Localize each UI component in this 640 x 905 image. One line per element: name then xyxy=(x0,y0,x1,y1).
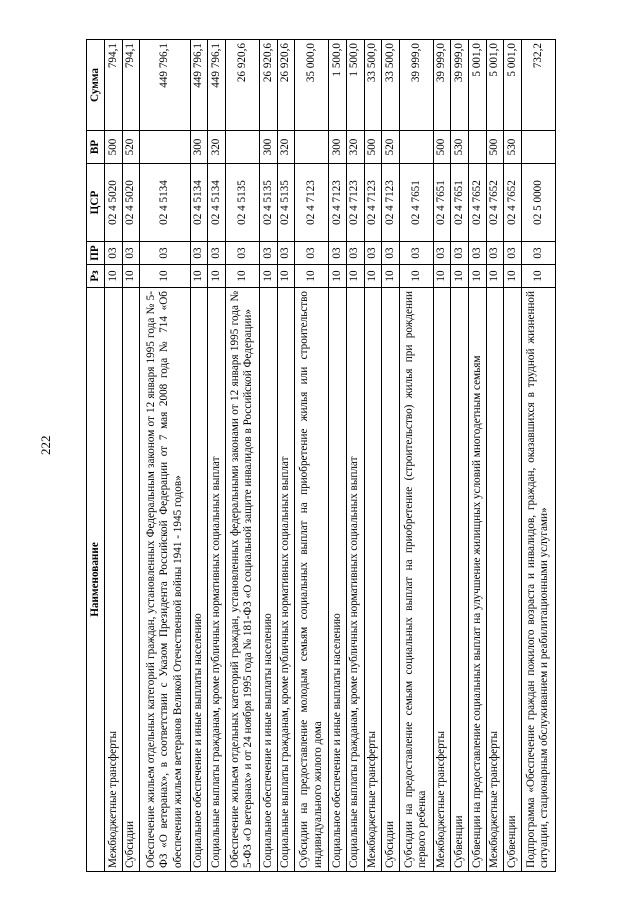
cell-sum: 1 500,0 xyxy=(346,40,364,131)
table-header-row xyxy=(87,40,105,872)
cell-vr xyxy=(295,131,329,164)
cell-pr: 03 xyxy=(329,242,347,265)
cell-rz: 10 xyxy=(122,265,140,288)
cell-name: Межбюджетные трансферты xyxy=(364,288,382,872)
table-row xyxy=(225,40,259,872)
header-vr: ВР xyxy=(87,131,105,164)
cell-sum: 39 999,0 xyxy=(433,40,451,131)
cell-pr: 03 xyxy=(105,242,123,265)
cell-rz: 10 xyxy=(469,265,487,288)
table-row xyxy=(208,40,226,872)
table-row xyxy=(469,40,487,872)
cell-sum: 26 920,6 xyxy=(277,40,295,131)
cell-name: Межбюджетные трансферты xyxy=(433,288,451,872)
cell-pr: 03 xyxy=(140,242,190,265)
cell-csr: 02 4 5134 xyxy=(190,164,208,242)
cell-name: Социальное обеспечение и иные выплаты населению xyxy=(190,288,208,872)
cell-rz: 10 xyxy=(329,265,347,288)
cell-csr: 02 4 5135 xyxy=(259,164,277,242)
cell-name: Подпрограмма «Обеспечение граждан пожилого возраста и инвалидов, граждан, оказавшихся в трудной жизненной ситуации, стационарным обслуживанием и реабилитационными услугами» xyxy=(521,288,555,872)
table-row xyxy=(259,40,277,872)
table-row xyxy=(521,40,555,872)
table-body xyxy=(105,40,556,872)
table-row xyxy=(105,40,123,872)
rotated-table-container xyxy=(86,40,556,872)
table-row xyxy=(346,40,364,872)
cell-sum: 26 920,6 xyxy=(259,40,277,131)
table-row xyxy=(329,40,347,872)
cell-csr: 02 4 5020 xyxy=(122,164,140,242)
cell-vr: 500 xyxy=(433,131,451,164)
cell-pr: 03 xyxy=(225,242,259,265)
cell-sum: 33 500,0 xyxy=(364,40,382,131)
cell-pr: 03 xyxy=(190,242,208,265)
cell-vr: 530 xyxy=(451,131,469,164)
cell-pr: 03 xyxy=(259,242,277,265)
cell-vr xyxy=(469,131,487,164)
cell-rz: 10 xyxy=(364,265,382,288)
cell-sum: 5 001,0 xyxy=(504,40,522,131)
cell-pr: 03 xyxy=(364,242,382,265)
cell-csr: 02 4 7123 xyxy=(382,164,400,242)
cell-rz: 10 xyxy=(382,265,400,288)
cell-name: Социальные выплаты гражданам, кроме публичных нормативных социальных выплат xyxy=(208,288,226,872)
cell-name: Субвенции xyxy=(504,288,522,872)
header-rz: Рз xyxy=(87,265,105,288)
cell-name: Субвенции на предоставление социальных выплат на улучшение жилищных условий многодетным семьям xyxy=(469,288,487,872)
cell-sum: 33 500,0 xyxy=(382,40,400,131)
table-row xyxy=(140,40,190,872)
cell-vr: 500 xyxy=(105,131,123,164)
cell-vr: 530 xyxy=(504,131,522,164)
cell-sum: 1 500,0 xyxy=(329,40,347,131)
cell-rz: 10 xyxy=(225,265,259,288)
cell-sum: 449 796,1 xyxy=(190,40,208,131)
cell-vr: 300 xyxy=(190,131,208,164)
cell-sum: 39 999,0 xyxy=(399,40,433,131)
cell-pr: 03 xyxy=(504,242,522,265)
cell-pr: 03 xyxy=(451,242,469,265)
cell-csr: 02 4 7123 xyxy=(295,164,329,242)
cell-vr xyxy=(521,131,555,164)
cell-sum: 5 001,0 xyxy=(469,40,487,131)
cell-pr: 03 xyxy=(346,242,364,265)
table-row xyxy=(486,40,504,872)
cell-pr: 03 xyxy=(521,242,555,265)
cell-name: Социальное обеспечение и иные выплаты населению xyxy=(329,288,347,872)
cell-rz: 10 xyxy=(190,265,208,288)
cell-csr: 02 4 5020 xyxy=(105,164,123,242)
cell-pr: 03 xyxy=(399,242,433,265)
cell-name: Межбюджетные трансферты xyxy=(486,288,504,872)
cell-vr: 320 xyxy=(208,131,226,164)
header-csr: ЦСР xyxy=(87,164,105,242)
cell-vr: 520 xyxy=(122,131,140,164)
table-row xyxy=(295,40,329,872)
cell-vr xyxy=(399,131,433,164)
cell-vr: 520 xyxy=(382,131,400,164)
header-name: Наименование xyxy=(87,288,105,872)
cell-csr: 02 4 7652 xyxy=(469,164,487,242)
cell-rz: 10 xyxy=(433,265,451,288)
cell-rz: 10 xyxy=(259,265,277,288)
cell-csr: 02 4 5135 xyxy=(225,164,259,242)
cell-sum: 732,2 xyxy=(521,40,555,131)
header-sum: Сумма xyxy=(87,40,105,131)
cell-sum: 5 001,0 xyxy=(486,40,504,131)
table-row xyxy=(364,40,382,872)
cell-sum: 35 000,0 xyxy=(295,40,329,131)
cell-pr: 03 xyxy=(277,242,295,265)
cell-name: Обеспечение жильем отдельных категорий граждан, установленных Федеральным законом от 12 января 1995 года № 5-ФЗ «О ветеранах», в соответствии с Указом Президента Российской Федерации от 7 мая 2008 года № 714 «Об обеспечении жильем ветеранов Великой Отечественной войны 1941 - 1945 годов» xyxy=(140,288,190,872)
cell-csr: 02 4 7123 xyxy=(329,164,347,242)
cell-vr xyxy=(140,131,190,164)
cell-name: Субсидии xyxy=(382,288,400,872)
table-row xyxy=(451,40,469,872)
cell-rz: 10 xyxy=(451,265,469,288)
cell-pr: 03 xyxy=(122,242,140,265)
cell-rz: 10 xyxy=(521,265,555,288)
cell-rz: 10 xyxy=(140,265,190,288)
table-row xyxy=(399,40,433,872)
cell-vr: 320 xyxy=(277,131,295,164)
cell-csr: 02 4 5135 xyxy=(277,164,295,242)
cell-csr: 02 4 7652 xyxy=(486,164,504,242)
cell-name: Обеспечение жильем отдельных категорий граждан, установленных федеральными законами от 12 января 1995 года № 5-ФЗ «О ветеранах» и от 24 ноября 1995 года № 181-ФЗ «О социальной защите инвалидов в Российской Федерации» xyxy=(225,288,259,872)
cell-pr: 03 xyxy=(433,242,451,265)
cell-name: Субвенции xyxy=(451,288,469,872)
cell-rz: 10 xyxy=(295,265,329,288)
cell-rz: 10 xyxy=(277,265,295,288)
cell-name: Социальные выплаты гражданам, кроме публичных нормативных социальных выплат xyxy=(346,288,364,872)
cell-csr: 02 4 5134 xyxy=(208,164,226,242)
cell-vr: 300 xyxy=(259,131,277,164)
cell-rz: 10 xyxy=(105,265,123,288)
cell-pr: 03 xyxy=(208,242,226,265)
cell-rz: 10 xyxy=(346,265,364,288)
table-row xyxy=(382,40,400,872)
table-row xyxy=(504,40,522,872)
cell-name: Субсидии xyxy=(122,288,140,872)
table-row xyxy=(190,40,208,872)
cell-sum: 449 796,1 xyxy=(208,40,226,131)
cell-pr: 03 xyxy=(382,242,400,265)
cell-csr: 02 4 7123 xyxy=(346,164,364,242)
cell-vr: 500 xyxy=(486,131,504,164)
cell-csr: 02 4 7651 xyxy=(451,164,469,242)
cell-rz: 10 xyxy=(486,265,504,288)
table-row xyxy=(277,40,295,872)
cell-rz: 10 xyxy=(504,265,522,288)
cell-sum: 26 920,6 xyxy=(225,40,259,131)
cell-sum: 794,1 xyxy=(105,40,123,131)
cell-csr: 02 4 5134 xyxy=(140,164,190,242)
cell-vr: 300 xyxy=(329,131,347,164)
cell-name: Социальное обеспечение и иные выплаты населению xyxy=(259,288,277,872)
cell-name: Социальные выплаты гражданам, кроме публичных нормативных социальных выплат xyxy=(277,288,295,872)
cell-csr: 02 5 0000 xyxy=(521,164,555,242)
cell-rz: 10 xyxy=(208,265,226,288)
cell-sum: 39 999,0 xyxy=(451,40,469,131)
cell-sum: 794,1 xyxy=(122,40,140,131)
cell-pr: 03 xyxy=(295,242,329,265)
cell-csr: 02 4 7651 xyxy=(399,164,433,242)
page-number: 222 xyxy=(38,435,53,455)
cell-csr: 02 4 7123 xyxy=(364,164,382,242)
cell-pr: 03 xyxy=(486,242,504,265)
cell-csr: 02 4 7651 xyxy=(433,164,451,242)
budget-table xyxy=(86,39,556,872)
cell-sum: 449 796,1 xyxy=(140,40,190,131)
cell-csr: 02 4 7652 xyxy=(504,164,522,242)
cell-vr xyxy=(225,131,259,164)
cell-vr: 320 xyxy=(346,131,364,164)
cell-rz: 10 xyxy=(399,265,433,288)
table-row xyxy=(433,40,451,872)
cell-vr: 500 xyxy=(364,131,382,164)
cell-pr: 03 xyxy=(469,242,487,265)
table-row xyxy=(122,40,140,872)
cell-name: Субсидии на предоставление семьям социальных выплат на приобретение (строительство) жилья при рождении первого ребенка xyxy=(399,288,433,872)
header-pr: ПР xyxy=(87,242,105,265)
cell-name: Межбюджетные трансферты xyxy=(105,288,123,872)
cell-name: Субсидии на предоставление молодым семьям социальных выплат на приобретение жилья или строительство индивидуального жилого дома xyxy=(295,288,329,872)
